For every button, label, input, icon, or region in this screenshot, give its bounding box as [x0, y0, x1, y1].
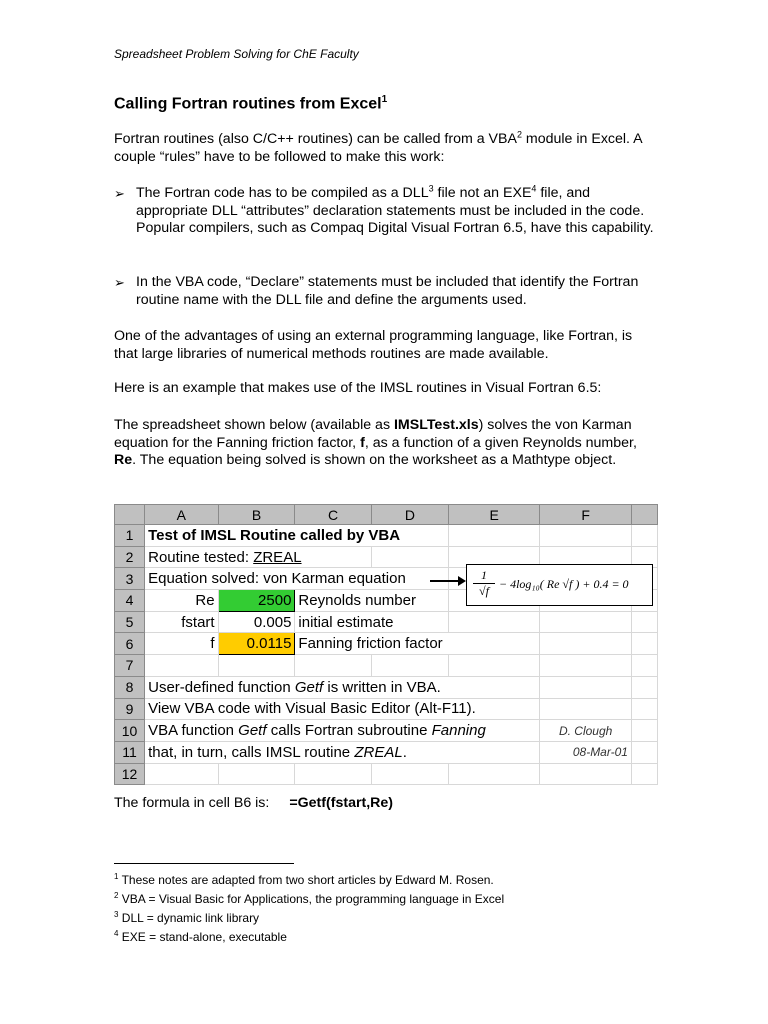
routine-label: Routine tested:	[148, 548, 254, 566]
empty-cell	[449, 763, 540, 785]
sheet-title-cell: Test of IMSL Routine called by VBA	[145, 525, 449, 547]
fstart-desc-cell: initial estimate	[295, 611, 449, 633]
variable-f: f	[360, 434, 365, 451]
row-header: 11	[115, 741, 145, 763]
footnote	[114, 926, 504, 945]
sheet-desc-a: The spreadsheet shown below (available as	[114, 417, 394, 433]
spreadsheet-description	[114, 417, 654, 470]
bullet1-footnote-ref-4: 4	[531, 183, 537, 194]
footnote-number: 1	[114, 872, 119, 881]
routine-tested-cell	[145, 546, 372, 568]
sheet-row	[115, 676, 658, 698]
empty-cell	[631, 655, 657, 677]
formula-line	[114, 795, 393, 811]
empty-cell	[540, 763, 632, 785]
empty-cell	[371, 763, 448, 785]
column-header: D	[371, 505, 448, 525]
empty-cell	[631, 633, 657, 655]
row-header: 3	[115, 568, 145, 590]
row-header: 7	[115, 655, 145, 677]
empty-cell	[631, 741, 657, 763]
empty-cell	[449, 611, 540, 633]
sheet-row	[115, 655, 658, 677]
footnote-text: These notes are adapted from two short articles by Edward M. Rosen.	[118, 873, 494, 887]
formula-label: The formula in cell B6 is:	[114, 795, 270, 811]
note-text: that, in turn, calls IMSL routine	[148, 743, 355, 761]
empty-cell	[540, 698, 632, 720]
empty-cell	[145, 655, 218, 677]
footnote-text: DLL = dynamic link library	[118, 911, 260, 925]
empty-cell	[631, 525, 657, 547]
subroutine-name: Fanning	[431, 722, 486, 740]
sheet-desc-c: , as a function of a given Reynolds number,	[364, 434, 637, 451]
date-cell: 08-Mar-01	[540, 741, 632, 763]
function-name: Getf	[294, 678, 324, 696]
sheet-desc-d: . The equation being solved is shown on the worksheet as a Mathtype object.	[132, 452, 617, 468]
column-header	[631, 505, 657, 525]
page-header: Spreadsheet Problem Solving for ChE Faculty	[114, 47, 359, 61]
note-text: .	[402, 743, 407, 761]
footnote-text: VBA = Visual Basic for Applications, the programming language in Excel	[118, 892, 505, 906]
footnote-divider	[114, 863, 294, 864]
column-header: A	[145, 505, 218, 525]
row-header: 6	[115, 633, 145, 655]
empty-cell	[218, 655, 295, 677]
note-text: User-defined function	[148, 678, 295, 696]
empty-cell	[631, 676, 657, 698]
re-desc-cell: Reynolds number	[295, 590, 449, 612]
footnotes	[114, 869, 504, 945]
f-desc-cell: Fanning friction factor	[295, 633, 540, 655]
sheet-desc-b: ) solves the von Karman equation for the Fanning friction factor,	[114, 417, 632, 451]
equation-solved-cell: Equation solved: von Karman equation	[145, 568, 449, 590]
row-header: 5	[115, 611, 145, 633]
empty-cell	[631, 763, 657, 785]
sheet-row	[115, 763, 658, 785]
sheet-row	[115, 633, 658, 655]
author-cell: D. Clough	[540, 720, 632, 742]
equation-rest: − 4log₁₀( Re √f ) + 0.4 = 0	[499, 577, 629, 591]
note-text: VBA function	[148, 722, 239, 740]
note-cell	[145, 741, 540, 763]
column-header: C	[295, 505, 371, 525]
sheet-row	[115, 611, 658, 633]
file-name: IMSLTest.xls	[393, 417, 479, 433]
empty-cell	[449, 655, 540, 677]
note-text: is written in VBA.	[323, 678, 441, 696]
footnote-number: 3	[114, 910, 119, 919]
row-header: 4	[115, 590, 145, 612]
row-header: 12	[115, 763, 145, 785]
arrow-right-icon	[458, 576, 466, 586]
column-header-row	[115, 505, 658, 525]
column-header: F	[540, 505, 632, 525]
function-name: ZREAL	[354, 743, 403, 761]
title-footnote-ref: 1	[381, 94, 388, 105]
sheet-row	[115, 698, 658, 720]
example-paragraph: Here is an example that makes use of the IMSL routines in Visual Fortran 6.5:	[114, 380, 602, 396]
sheet-row	[115, 525, 658, 547]
empty-cell	[631, 698, 657, 720]
equation-numerator: 1	[473, 568, 495, 584]
footnote	[114, 888, 504, 907]
f-value-cell: 0.0115	[218, 633, 295, 655]
bullet1-text-b: file not an EXE	[433, 185, 532, 201]
row-header: 2	[115, 546, 145, 568]
empty-cell	[371, 655, 448, 677]
title-text: Calling Fortran routines from Excel	[114, 95, 382, 113]
f-label-cell: f	[145, 633, 218, 655]
equation-denominator: √f	[479, 584, 489, 598]
row-header: 1	[115, 525, 145, 547]
footnote	[114, 907, 504, 926]
spreadsheet-image	[114, 504, 658, 782]
empty-cell	[218, 763, 295, 785]
empty-cell	[295, 763, 371, 785]
empty-cell	[631, 611, 657, 633]
note-cell	[145, 720, 540, 742]
equation-fraction	[473, 568, 495, 599]
function-name: Getf	[238, 722, 267, 740]
empty-cell	[540, 611, 632, 633]
column-header: B	[218, 505, 295, 525]
empty-cell	[540, 525, 632, 547]
formula-value: =Getf(fstart,Re)	[289, 795, 394, 811]
footnote	[114, 869, 504, 888]
bullet-text	[136, 185, 656, 238]
empty-cell	[145, 763, 218, 785]
footnote-text: EXE = stand-alone, executable	[118, 930, 287, 944]
intro-footnote-ref: 2	[516, 129, 522, 140]
footnote-number: 4	[114, 929, 119, 938]
fstart-label-cell: fstart	[145, 611, 218, 633]
corner-cell	[115, 505, 145, 525]
empty-cell	[540, 655, 632, 677]
re-label-cell: Re	[145, 590, 218, 612]
note-cell	[145, 676, 540, 698]
variable-re: Re	[114, 452, 133, 468]
intro-paragraph	[114, 131, 654, 166]
routine-value: ZREAL	[253, 548, 302, 566]
fstart-value-cell: 0.005	[218, 611, 295, 633]
empty-cell	[449, 525, 540, 547]
sheet-row	[115, 720, 658, 742]
intro-text-a: Fortran routines (also C/C++ routines) can be called from a VBA	[114, 131, 517, 147]
empty-cell	[631, 720, 657, 742]
row-header: 9	[115, 698, 145, 720]
bullet1-text-c: file, and appropriate DLL “attributes” declaration statements must be included in the code. Popular compilers, such as Compaq Digital Visual Fortran 6.5, have this capability.	[136, 185, 654, 236]
sheet-row	[115, 741, 658, 763]
row-header: 10	[115, 720, 145, 742]
re-value-cell: 2500	[218, 590, 295, 612]
row-header: 8	[115, 676, 145, 698]
empty-cell	[371, 546, 448, 568]
bullet-text: In the VBA code, “Declare” statements must be included that identify the Fortran routine name with the DLL file and define the arguments used.	[136, 274, 639, 308]
bullet1-footnote-ref-3: 3	[428, 183, 434, 194]
equation-object	[466, 564, 653, 606]
arrow-bullet-icon: ➢	[114, 186, 125, 201]
note-text: calls Fortran subroutine	[266, 722, 432, 740]
empty-cell	[540, 633, 632, 655]
empty-cell	[540, 676, 632, 698]
bullet1-text-a: The Fortran code has to be compiled as a DLL	[136, 185, 429, 201]
empty-cell	[295, 655, 371, 677]
column-header: E	[449, 505, 540, 525]
page-title	[114, 94, 387, 113]
advantages-paragraph: One of the advantages of using an external programming language, like Fortran, is that large libraries of numerical methods routines are made available.	[114, 328, 633, 362]
note-cell: View VBA code with Visual Basic Editor (Alt-F11).	[145, 698, 540, 720]
footnote-number: 2	[114, 891, 119, 900]
intro-text-b: module in Excel. A couple “rules” have to be followed to make this work:	[114, 131, 642, 165]
arrow-bullet-icon: ➢	[114, 275, 125, 290]
